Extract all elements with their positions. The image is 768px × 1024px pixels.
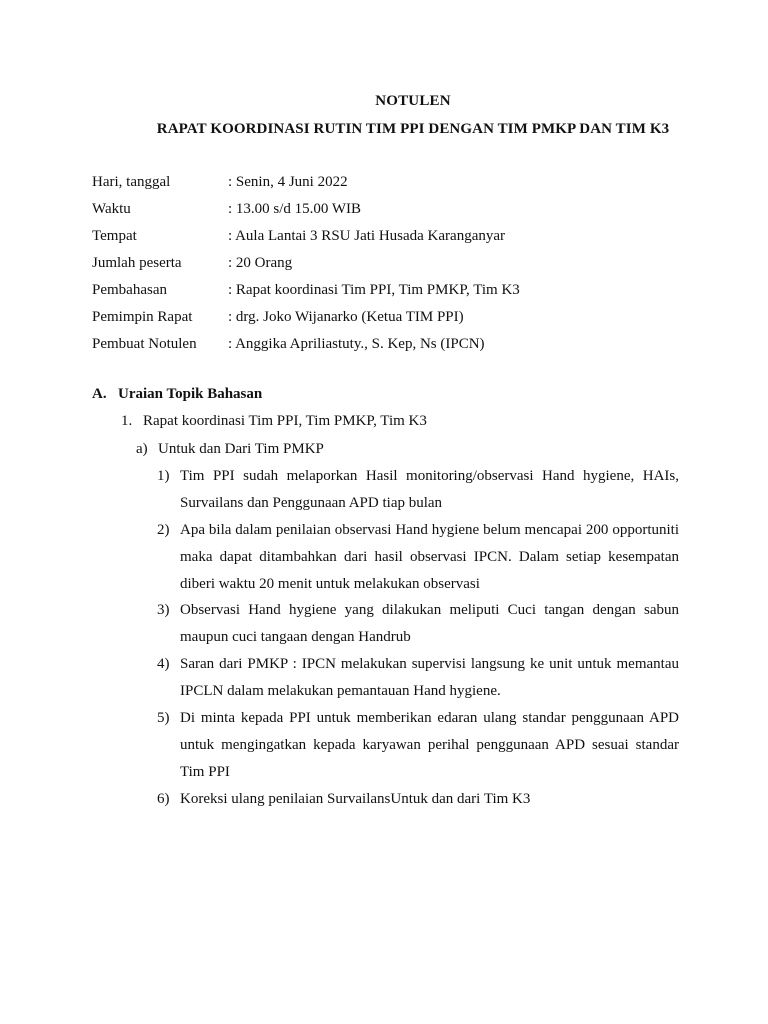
info-value: : 20 Orang <box>228 255 293 271</box>
subtopic-title: Untuk dan Dari Tim PMKP <box>158 441 324 457</box>
topic-heading <box>121 413 427 430</box>
info-value: : Rapat koordinasi Tim PPI, Tim PMKP, Tim K3 <box>228 282 520 298</box>
info-label: Tempat <box>92 228 137 244</box>
info-label: Pemimpin Rapat <box>92 309 193 325</box>
info-label: Waktu <box>92 201 131 217</box>
topic-title: Rapat koordinasi Tim PPI, Tim PMKP, Tim K3 <box>143 413 427 429</box>
list-item-number: 2) <box>157 522 170 538</box>
list-item-number: 1) <box>157 468 170 484</box>
info-value: : 13.00 s/d 15.00 WIB <box>228 201 362 217</box>
list-item-number: 3) <box>157 602 170 618</box>
info-label: Hari, tanggal <box>92 174 171 190</box>
list-item-text: Tim PPI sudah melaporkan Hasil monitoring/observasi Hand hygiene, HAIs, Survailans dan Penggunaan APD tiap bulan <box>180 468 679 511</box>
info-row-place <box>92 226 692 253</box>
list-item <box>157 463 679 517</box>
list-item-number: 6) <box>157 791 170 807</box>
topic-number: 1. <box>121 413 133 429</box>
list-item <box>157 786 679 813</box>
info-row-date <box>92 172 692 199</box>
list-item-text: Koreksi ulang penilaian SurvailansUntuk dan dari Tim K3 <box>180 791 531 807</box>
info-value: : drg. Joko Wijanarko (Ketua TIM PPI) <box>228 309 464 325</box>
document-title: NOTULEN <box>375 93 451 109</box>
info-row-participants <box>92 253 692 280</box>
info-value: : Senin, 4 Juni 2022 <box>228 174 348 190</box>
section-number: A. <box>92 386 107 402</box>
list-item-text: Saran dari PMKP : IPCN melakukan supervisi langsung ke unit untuk memantau IPCLN dalam melakukan pemantauan Hand hygiene. <box>180 656 679 699</box>
list-item-number: 4) <box>157 656 170 672</box>
list-item <box>157 651 679 705</box>
meeting-info <box>92 172 692 361</box>
list-item-text: Apa bila dalam penilaian observasi Hand hygiene belum mencapai 200 opportuniti maka dapat ditambahkan dari hasil observasi IPCN. Dalam setiap kesempatan diberi waktu 20 menit untuk melakukan observasi <box>180 522 679 592</box>
info-label: Pembuat Notulen <box>92 336 197 352</box>
list-item-text: Observasi Hand hygiene yang dilakukan meliputi Cuci tangan dengan sabun maupun cuci tangaan dengan Handrub <box>180 602 679 645</box>
list-item <box>157 705 679 786</box>
info-value: : Anggika Apriliastuty., S. Kep, Ns (IPCN) <box>228 336 485 352</box>
info-label: Jumlah peserta <box>92 255 182 271</box>
list-item-text: Di minta kepada PPI untuk memberikan edaran ulang standar penggunaan APD untuk mengingatkan kepada karyawan perihal penggunaan APD sesuai standar Tim PPI <box>180 710 679 780</box>
list-item-number: 5) <box>157 710 170 726</box>
list-item <box>157 597 679 651</box>
section-heading <box>92 386 262 403</box>
info-row-notetaker <box>92 334 692 361</box>
document-subtitle: RAPAT KOORDINASI RUTIN TIM PPI DENGAN TIM PMKP DAN TIM K3 <box>156 121 670 137</box>
info-label: Pembahasan <box>92 282 167 298</box>
info-row-time <box>92 199 692 226</box>
info-value: : Aula Lantai 3 RSU Jati Husada Karanganyar <box>228 228 506 244</box>
section-title: Uraian Topik Bahasan <box>118 386 263 402</box>
list-item <box>157 517 679 598</box>
subtopic-heading <box>136 441 324 458</box>
subtopic-number: a) <box>136 441 148 457</box>
info-row-chair <box>92 307 692 334</box>
info-row-discussion <box>92 280 692 307</box>
